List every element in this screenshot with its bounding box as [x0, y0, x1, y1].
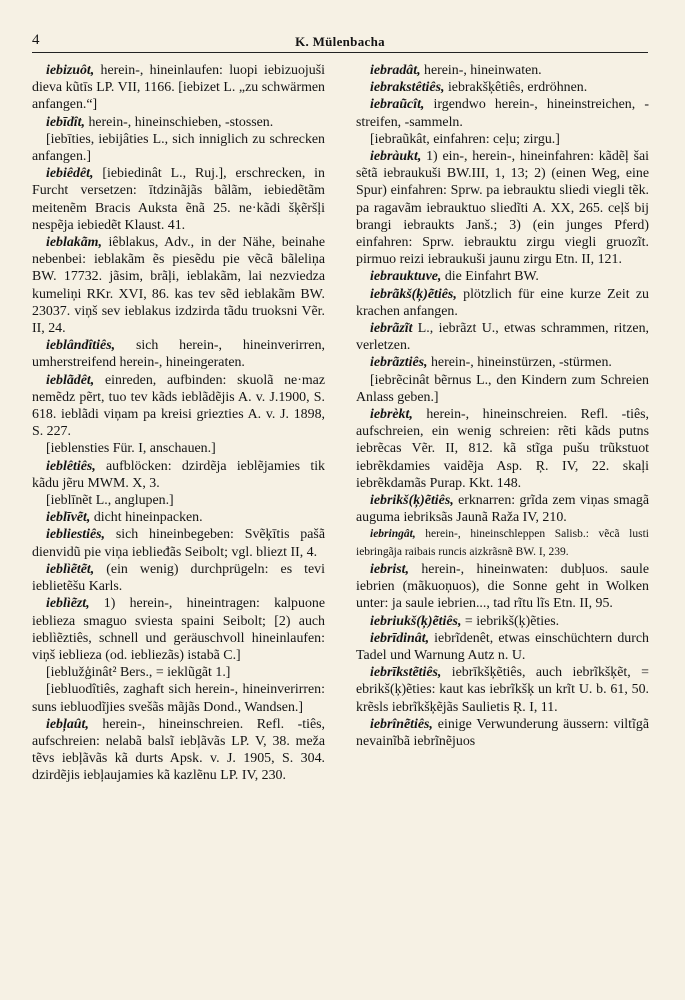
entry-headword: iebràukt, [370, 149, 422, 165]
entry-text: [iebraũkât, einfahren: ceļu; zirgu.] [370, 131, 560, 147]
entry-text: [iebiedinât L., Ruj.], erschrecken, in Furcht versetzen: ītdzinãjãs bãlãm, iebiedẽtãm meitenẽm Bracis Auksta ẽnã 25. ne·kãdi šķẽršļi nespẽja iebiedẽt Klaust. 41. [32, 166, 325, 233]
dictionary-entry [32, 234, 325, 337]
left-column [32, 62, 325, 785]
entry-headword: iebrakstêtiês, [370, 80, 445, 96]
dictionary-entry [32, 62, 325, 114]
entry-text: iebrĩdenêt, etwas einschüchtern durch Tadel und Warnung Autz n. U. [356, 630, 649, 663]
dictionary-entry [32, 681, 325, 715]
entry-headword: iebrînẽtiês, [370, 716, 433, 732]
dictionary-entry [356, 406, 649, 492]
dictionary-entry [32, 131, 325, 165]
entry-headword: iebradât, [370, 63, 421, 78]
entry-headword: iebrãzĩt [370, 321, 413, 337]
dictionary-entry [356, 526, 649, 560]
entry-headword: ieblakãm, [46, 235, 102, 251]
dictionary-entry [356, 664, 649, 716]
entry-headword: ieblìẽtẽt, [46, 561, 95, 577]
entry-headword: iebrauktuve, [370, 269, 442, 285]
entry-text: herein-, hineinschreien. Refl. -tiês, aufschreien, ein wenig schreien: rẽti kãds putns iebrẽcas Vẽr. II, 812. kã stĩga pušu trũkstuot iebrẽkdamies vaidẽja Asp. Ŗ. IV, 22. skaļi iebrẽkdamãs Purap. Kkt. 148. [356, 407, 649, 491]
entry-text: iêblakus, Adv., in der Nähe, beinahe nebenbei: ieblakãm ẽs piesẽdu pie vẽcã bãleliņa BW. 17732. jãsim, brãļi, ieblakãm, lai nezviedza kumeliņi RKr. XVI, 86. kas tev sẽd ieblakãm BW. 23037. viņš sev ieblakus izdzirda tãdu truoksni Vẽr. II, 24. [32, 235, 325, 337]
entry-text: herein-, hineinwaten: dubļuos. saule iebrien (mãkuoņuos), die Sonne geht in Wolken unter: ja saule iebrien..., tad rĩtu lĩs Etn. II, 95. [356, 561, 649, 612]
entry-text: aufblöcken: dzirdẽja ieblẽjamies tik kãdu jẽru MWM. X, 3. [32, 458, 325, 491]
dictionary-entry [356, 630, 649, 664]
dictionary-entry [356, 613, 649, 630]
dictionary-entry [356, 320, 649, 354]
entry-text: plötzlich für eine kurze Zeit zu krachen anfangen. [356, 286, 649, 319]
dictionary-entry [32, 337, 325, 371]
dictionary-entry [32, 165, 325, 234]
entry-headword: iebrikš(ķ)ẽtiês, [370, 493, 454, 509]
entry-text: herein-, hineinschreien. Refl. -tiês, aufschreien: nelabã balsĩ iebļãvãs LP. V, 38. meža tẽvs iebļãvãs kã durts Apsk. v. J. 1905, S. 304. dzirdẽjis iebļaujamies kã kazlẽnu LP. IV, 230. [32, 716, 325, 784]
entry-headword: iebiêdêt, [46, 166, 94, 182]
entry-text: iebrakšķêtiês, erdröhnen. [444, 80, 588, 96]
entry-text: erknarren: grĩda zem viņas smagã auguma iebriksãs Jaunã Raža IV, 210. [356, 493, 649, 526]
entry-text: (ein wenig) durchprügeln: es tevi ieblietẽšu Karls. [32, 561, 325, 595]
entry-text: [ieblužģinât² Bers., = ieklũgãt 1.] [46, 665, 231, 681]
entry-headword: iebrèkt, [370, 407, 413, 423]
entry-headword: iebrãztiês, [370, 355, 428, 371]
dictionary-entry [356, 354, 649, 371]
entry-text: herein-, hineinschleppen Salisb.: vẽcã lusti iebringãja raibais runcis aizkrãsnẽ BW. I, 239. [356, 528, 649, 558]
dictionary-entry [32, 716, 325, 785]
dictionary-entry [32, 114, 325, 131]
entry-headword: iebļaût, [46, 716, 89, 732]
dictionary-entry [356, 286, 649, 320]
entry-headword: iebrist, [370, 561, 409, 577]
entry-headword: ieblãdêt, [46, 372, 95, 388]
dictionary-entry [32, 595, 325, 664]
dictionary-entry [356, 148, 649, 268]
entry-headword: iebliestiês, [46, 527, 106, 543]
entry-headword: ieblândîtiês, [46, 338, 116, 354]
entry-text: 1) ein-, herein-, hineinfahren: kãdẽļ šai sẽtã iebraukuši BW.III, 1, 13; 2) (einen Weg, eine Spur) einfahren: Sprw. pa iebrauktu sliedi viegli tẽk. pa ragavãm iebrauktuo sliedĩti A. XX, 265. ceļš bij brangi iebraukts Janš.; 3) (ein junges Pferd) einfahren: Sprw. iebrauktu zirgu viegli gruozĩt. pirmuo reizi iebraukuši jaunu zirgu Etn. II, 121. [356, 149, 649, 268]
entry-headword: ieblīvẽt, [46, 510, 91, 526]
dictionary-entry [32, 440, 325, 457]
dictionary-entry [32, 526, 325, 560]
dictionary-entry [356, 268, 649, 285]
entry-text: L., iebrãzt U., etwas schrammen, ritzen, verletzen. [356, 321, 649, 354]
entry-headword: iebringât, [370, 528, 416, 541]
entry-text: [iebīties, iebijâties L., sich inniglich zu schrecken anfangen.] [32, 131, 325, 165]
entry-text: [iebluodîtiês, zaghaft sich herein-, hineinverirren: suns iebluodĩjies svešãs mãjãs Dond., Wandsen.] [32, 682, 325, 715]
entry-text: einige Verwunderung äussern: viltĩgã nevainĩbã iebrĩnẽjuos [356, 716, 649, 749]
entry-text: = iebrikš(ķ)ẽties. [461, 613, 560, 629]
dictionary-entry [356, 492, 649, 526]
entry-headword: iebizuôt, [46, 63, 95, 78]
entry-headword: iebīdît, [46, 114, 85, 130]
dictionary-entry [32, 372, 325, 441]
dictionary-entry [32, 664, 325, 681]
entry-text: sich herein-, hineinverirren, umherstreifend herein-, hineingeraten. [32, 338, 325, 371]
entry-text: [ieblensties Für. I, anschauen.] [46, 441, 216, 457]
dictionary-entry [32, 492, 325, 509]
dictionary-entry [356, 131, 649, 148]
dictionary-entry [356, 716, 649, 750]
entry-text: herein-, hineinschieben, -stossen. [84, 114, 274, 130]
dictionary-entry [356, 62, 649, 79]
dictionary-entry [32, 509, 325, 526]
entry-text: [iebrẽcinât bẽrnus L., den Kindern zum Schreien Anlass geben.] [356, 372, 649, 405]
entry-text: 1) herein-, hineintragen: kalpuone ieblieza smaguo sviesta spaini Seibolt; [2) auch ieblìẽztiês, schnell und geräuschvoll hineinlaufen: viņš ieblieza (od. iebliezãs) istabã C.] [32, 596, 325, 663]
dictionary-entry [356, 372, 649, 406]
right-column [356, 62, 649, 750]
entry-text: irgendwo herein-, hineinstreichen, -streifen, -sammeln. [356, 97, 649, 130]
entry-text: iebrīkšķẽtiês, auch iebrĩkšķẽt, = ebrikš(ķ)ẽties: kaut kas iebrĩkšķ un krĩt U. b. 61, 50. krẽsls iebrĩkšķẽjãs Saulietis Ŗ. I, 11. [356, 665, 649, 715]
entry-text: sich hineinbegeben: Svẽķītis pašã dienvidũ pie viņa ieblieđãs Seibolt; vgl. bliezt II, 4. [32, 527, 325, 560]
dictionary-entry [356, 561, 649, 613]
entry-text: die Einfahrt BW. [441, 269, 539, 285]
entry-headword: iebrīkstẽtiês, [370, 665, 442, 681]
running-head: K. Mülenbacha [295, 34, 385, 49]
entry-headword: ieblêtiês, [46, 458, 96, 474]
entry-headword: iebriukš(ķ)ẽtiês, [370, 613, 462, 629]
entry-text: herein-, hineinstürzen, -stürmen. [427, 355, 612, 371]
entry-headword: iebrãkš(ķ)ẽtiês, [370, 286, 457, 302]
dictionary-entry [32, 458, 325, 492]
entry-text: dicht hineinpacken. [90, 510, 203, 526]
entry-text: [ieblīnẽt L., anglupen.] [46, 493, 174, 509]
dictionary-entry [356, 96, 649, 130]
entry-headword: iebraũcît, [370, 97, 425, 113]
page-number: 4 [32, 32, 40, 48]
dictionary-entry [356, 79, 649, 96]
entry-text: herein-, hineinwaten. [420, 63, 542, 78]
entry-headword: iebrīdinât, [370, 630, 430, 646]
entry-text: einreden, aufbinden: skuolã ne·maz nemẽdz pẽrt, tuo tev kãds ieblãdẽjis A. v. J.1900, S. 618. ieblãdi viņam pa kreisi griezties A. v. J. 1898, S. 227. [32, 372, 325, 440]
entry-headword: ieblìẽzt, [46, 596, 90, 612]
dictionary-entry [32, 561, 325, 595]
entry-text: herein-, hineinlaufen: luopi iebizuojuši dieva kũtīs LP. VII, 1166. [iebizet L. „zu schwärmen anfangen.“] [32, 63, 325, 113]
page-header [32, 30, 648, 53]
